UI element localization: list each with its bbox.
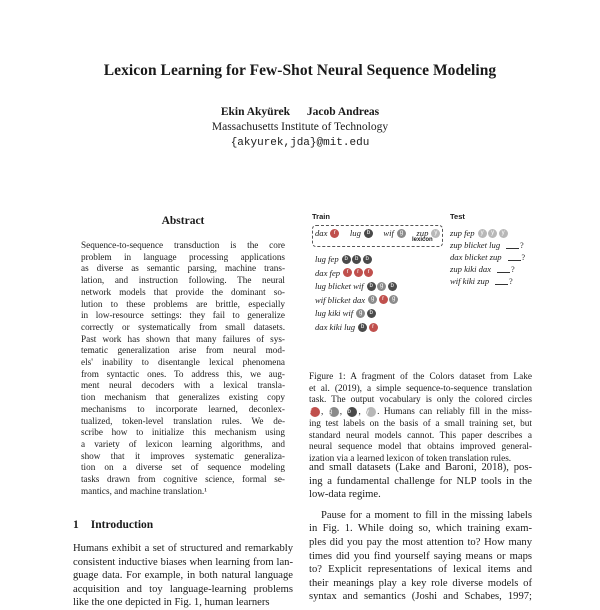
blank-answer <box>497 265 510 273</box>
color-circle-b: b <box>352 255 361 264</box>
row-text: lug blicket wif <box>315 281 364 292</box>
section-title: Introduction <box>90 519 154 531</box>
text-line: syntax and semantics (Joshi and Schabes, 1997; <box>309 591 532 603</box>
text-line: guage data. For example, in both natural language <box>73 570 293 582</box>
text-line: lation, and instruction following. The neural <box>81 275 285 286</box>
abstract-body <box>73 240 293 497</box>
color-circle-g: g <box>356 309 365 318</box>
authors <box>0 106 600 118</box>
caption-line: ing test labels on the basis of a small training set, but <box>309 418 532 429</box>
color-circle-y: y <box>499 229 508 238</box>
text-line: ing a fundamental challenge for NLP tools in the <box>309 475 532 487</box>
text-line: mechanisms to incorporate learned, deconlex- <box>81 403 285 414</box>
caption-line: standard neural models cannot. This paper describes a <box>309 430 532 441</box>
right-column-text <box>309 461 532 604</box>
text-line: consistent inductive biases when learning from lan- <box>73 556 293 568</box>
caption-line: Figure 1: A fragment of the Colors dataset from Lake <box>309 372 532 382</box>
text-line: low-data regime. <box>309 489 381 501</box>
text-line: and small datasets (Lake and Baroni, 2018), pos- <box>309 462 532 473</box>
blank-answer <box>495 277 508 285</box>
question-mark: ? <box>520 240 524 250</box>
caption-line: ization via a learned lexicon of token translation rules. <box>309 454 512 465</box>
row-text: lug kiki wif <box>315 308 354 319</box>
question-mark: ? <box>509 276 513 286</box>
section-number: 1 <box>73 519 79 531</box>
figure-1 <box>309 212 532 357</box>
text-line: as diverse as semantic parsing, machine trans- <box>81 263 285 274</box>
train-label: Train <box>312 212 330 221</box>
intro-body <box>73 542 293 610</box>
text-line: lution to these problems are brittle, especially <box>81 298 285 309</box>
test-row <box>450 264 515 274</box>
color-circle-b: b <box>367 309 376 318</box>
color-circle-y: y <box>488 229 497 238</box>
text-line: Pause for a moment to fill in the missing labels <box>321 509 532 521</box>
color-circle-y: y <box>431 229 440 238</box>
train-row <box>315 322 379 332</box>
test-label: Test <box>450 212 465 221</box>
train-row <box>315 254 373 264</box>
color-circle-y: y <box>366 407 376 417</box>
color-circle-g: g <box>397 229 406 238</box>
question-mark: ? <box>521 252 526 262</box>
text-line: like the one depicted in Fig. 1, human learners <box>73 597 270 609</box>
test-row <box>450 240 524 250</box>
row-text: wif kiki zup <box>450 276 490 286</box>
caption-line: r , g , b , y . Humans can reliably fill in the miss- <box>310 407 533 418</box>
color-circle-b: b <box>342 255 351 264</box>
text-line: tion on a diverse set of sequence modeling <box>81 462 285 473</box>
row-text: zup fep <box>450 228 475 238</box>
text-line: els' inability to disentangle lexical phenomena <box>81 357 285 368</box>
color-circle-r: r <box>310 407 320 417</box>
author-1: Ekin Akyürek <box>220 106 290 118</box>
color-circle-b: b <box>358 323 367 332</box>
caption-line-rest: . Humans can reliably fill in the miss- <box>377 407 533 418</box>
text-line: acquisition and toy language-learning problems <box>73 583 293 595</box>
text-line: tualized, token-level translation rules. We de- <box>81 415 285 426</box>
color-circle-g: g <box>377 282 386 291</box>
text-line: to? Explicit representations of lexical items and <box>309 564 532 576</box>
text-line: Past work has shown that many failures of sys- <box>81 333 285 344</box>
section-heading <box>73 519 153 531</box>
color-circle-g: g <box>389 295 398 304</box>
text-line: in Fig. 1. While doing so, which training exam- <box>309 523 532 535</box>
text-line: tematic generalization arise from neural mod- <box>81 345 285 356</box>
text-line: tion mechanism that generalizes existing copy <box>81 392 285 403</box>
text-line: ment neural decoders with a lexical transla- <box>81 380 285 391</box>
test-row <box>450 252 525 262</box>
color-circle-r: r <box>379 295 388 304</box>
row-text: dax blicket zup <box>450 252 502 262</box>
color-circle-r: r <box>354 268 363 277</box>
row-text: dax kiki lug <box>315 322 356 332</box>
text-line: scribe how to initialize this mechanism using <box>81 427 285 438</box>
text-line: network models that provide the dominant so- <box>81 286 285 297</box>
affiliation: Massachusetts Institute of Technology <box>211 121 389 133</box>
caption-line: neural sequence model that obtains improved general- <box>309 442 532 453</box>
test-row <box>450 276 513 286</box>
color-circle-b: b <box>367 282 376 291</box>
text-line: ples did you pay the most attention to? How many <box>309 536 532 548</box>
color-circle-r: r <box>330 229 339 238</box>
text-line: from syntactic ones. To address this, we aug- <box>81 368 285 379</box>
color-circle-y: y <box>478 229 487 238</box>
caption-line: et al. (2019), a simple sequence-to-sequence translation <box>309 383 532 394</box>
blank-answer <box>508 253 521 261</box>
caption-line: task. The output vocabulary is only the colored circles <box>309 395 532 406</box>
text-line: their meanings play a key role diverse models of <box>309 577 532 589</box>
lexicon-word: dax <box>315 228 328 238</box>
figure-caption <box>309 372 532 466</box>
row-text: zup kiki dax <box>450 264 492 274</box>
lexicon-label: lexicon <box>412 237 433 243</box>
test-row <box>450 228 509 238</box>
author-2: Jacob Andreas <box>306 106 380 118</box>
question-mark: ? <box>511 264 515 274</box>
row-text: wif blicket dax <box>315 294 366 305</box>
text-line: mantics, and machine translation.¹ <box>81 485 207 496</box>
lexicon-word: zup <box>416 228 429 238</box>
color-circle-b: b <box>347 407 357 417</box>
text-line: show that it improves systematic generaliza- <box>81 450 285 461</box>
row-text: lug fep <box>315 254 339 264</box>
color-circle-r: r <box>369 323 378 332</box>
text-line: tasks drawn from cognitive science, formal se- <box>81 474 285 485</box>
lexicon-word: wif <box>383 228 394 238</box>
text-line: in low-resource settings: they fail to generalize <box>81 310 285 321</box>
color-circle-b: b <box>364 229 373 238</box>
row-text: zup blicket lug <box>450 240 501 250</box>
color-circle-b: b <box>388 282 397 291</box>
train-row <box>315 308 377 318</box>
text-line: Sequence-to-sequence transduction is the core <box>81 240 285 250</box>
email: {akyurek,jda}@mit.edu <box>230 137 370 149</box>
blank-answer <box>506 241 519 249</box>
color-circle-g: g <box>368 295 377 304</box>
train-row <box>315 268 375 278</box>
text-line: correctly or systematically from small datasets. <box>81 321 285 332</box>
lexicon-row <box>315 228 442 238</box>
train-row <box>315 295 400 305</box>
text-line: times did you find yourself saying means or maps <box>309 550 532 562</box>
lexicon-word: lug <box>349 228 361 238</box>
text-line: problem in language processing applications <box>81 251 285 262</box>
text-line: Humans exhibit a set of structured and remarkably <box>73 543 293 554</box>
abstract-heading: Abstract <box>161 215 205 227</box>
train-row <box>315 281 398 291</box>
color-circle-r: r <box>343 268 352 277</box>
text-line: a variety of lexicon learning algorithms, and <box>81 438 285 449</box>
row-text: dax fep <box>315 267 341 278</box>
paper-title: Lexicon Learning for Few-Shot Neural Sequence Modeling <box>103 62 497 79</box>
color-circle-b: b <box>363 255 372 264</box>
color-circle-r: r <box>364 268 373 277</box>
color-circle-g: g <box>329 407 339 417</box>
